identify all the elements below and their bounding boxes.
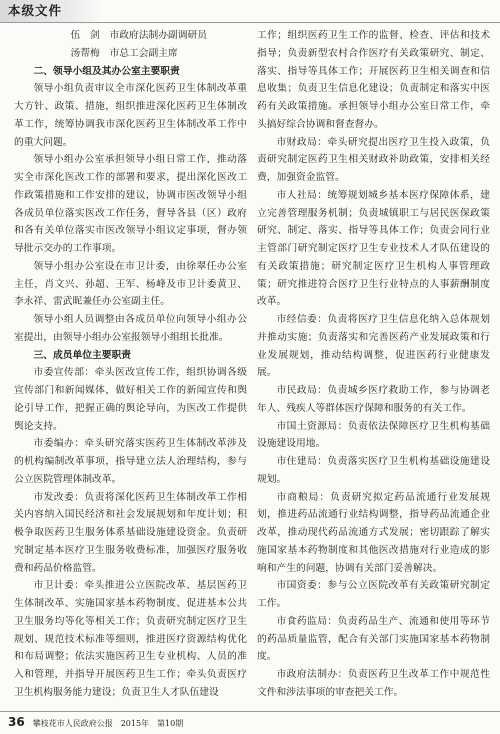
- right-column: [257, 27, 490, 702]
- body-paragraph: 市卫计委：牵头推进公立医院改革、基层医药卫生体制改革、实施国家基本药物制度、促进基本公共卫生服务均等化等相关工作；负责研究制定医疗卫生规划、规范技术标准等细则，推进医疗资源结构优化和布局调整；依法实施医药卫生专业机构、人员的准入和管理，并指导开展医药卫生工作；牵头负责医疗卫生机构服务能力建设；负责卫生人才队伍建设: [14, 580, 247, 698]
- body-paragraph: 市人社局：统筹规划城乡基本医疗保障体系，建立完善管理服务机制；负责城镇职工与居民医保政策研究、制定、落实、指导等具体工作；负责会同行业主管部门研究制定医疗卫生专业技术人才队伍建设的有关政策措施；研究制定医疗卫生机构人事管理政策；研究推进符合医疗卫生行业特点的人事薪酬制度改革。: [257, 189, 490, 308]
- body-paragraph: 市财政局：牵头研究提出医疗卫生投入政策，负责研究制定医药卫生相关财政补助政策，安排相关经费，加强资金监管。: [257, 136, 490, 183]
- signature-line: 伍 剑 市政府法制办副调研员: [70, 30, 207, 41]
- body-paragraph: 市经信委：负责将医疗卫生信息化纳入总体规划并推动实施；负责落实和完善医药产业发展政策和行业发展规划，推动结构调整，促进医药行业健康发展。: [257, 314, 490, 379]
- page-number: 36: [8, 715, 25, 729]
- page-footer: [0, 711, 500, 732]
- left-column: [14, 27, 247, 702]
- section-heading: 三、成员单位主要职责: [33, 349, 131, 361]
- body-paragraph: 市食药监局：负责药品生产、流通和使用等环节的药品质量监管，配合有关部门实施国家基本药物制度。: [257, 615, 490, 663]
- body-paragraph: 市委编办：牵头研究落实医药卫生体制改革涉及的机构编制改革事项，指导建立法人治理结构，参与公立医院管理体制改革。: [14, 438, 247, 485]
- body-paragraph: 市委宣传部：牵头医改宣传工作，组织协调各级宣传部门和新闻媒体，做好相关工作的新闻宣传和舆论引导工作，把握正确的舆论导向，为医改工作提供舆论支持。: [14, 367, 247, 432]
- signature-line: 汤帮梅 市总工会副主席: [70, 47, 178, 59]
- section-label: 本级文件: [0, 0, 103, 22]
- body-paragraph: 领导小组办公室设在市卫计委，由徐翠任办公室主任，肖文兴、孙超、王军、杨峰及市卫计委黄卫、李永祥、雷武昵兼任办公室副主任。: [14, 260, 247, 308]
- body-paragraph: 市国土资源局：负责依法保障医疗卫生机构基础设施建设用地。: [257, 420, 490, 450]
- body-paragraph: 市国资委：参与公立医院改革有关政策研究制定工作。: [257, 580, 490, 609]
- continued-paragraph: 工作；组织医药卫生工作的监督、检查、评估和技术指导；负责新型农村合作医疗有关政策研究、制定、落实、指导等具体工作；开展医药卫生相关调查和信息收集；负责卫生信息化建设；负责制定和落实中医药有关政策措施。承担领导小组办公室日常工作，牵头搞好综合协调和督查督办。: [257, 30, 490, 130]
- body-paragraph: 市民政局：负责城乡医疗救助工作，参与协调老年人、残疾人等群体医疗保障和服务的有关工作。: [257, 385, 490, 414]
- page-header: [0, 0, 500, 22]
- section-heading: 二、领导小组及其办公室主要职责: [33, 65, 180, 77]
- header-rule: [0, 22, 500, 23]
- publication-info: 攀枝花市人民政府公报 2015年 第10期: [32, 719, 184, 728]
- body-paragraph: 市商粮局：负责研究拟定药品流通行业发展规划，推进药品流通行业结构调整，指导药品流通企业改革，推动现代药品流通方式发展；密切跟踪了解实施国家基本药物制度和其他医改措施对行业造成的影响和产生的问题，协调有关部门妥善解决。: [257, 491, 490, 574]
- body-paragraph: 领导小组办公室承担领导小组日常工作，推动落实全市深化医改工作的部署和要求，提出深化医改工作政策措施和工作安排的建议，协调市医改领导小组各成员单位落实医改工作任务，督导各县（区）政府和各有关单位落实市医改领导小组议定事项，督办领导批示交办的工作事项。: [14, 154, 247, 254]
- body-paragraph: 市住建局：负责落实医疗卫生机构基础设施建设规划。: [257, 456, 490, 485]
- body-paragraph: 市政府法制办：负责医药卫生改革工作中规范性文件和涉法事项的审查把关工作。: [257, 669, 490, 698]
- body-paragraph: 市发改委：负责将深化医药卫生体制改革工作相关内容纳入国民经济和社会发展规划和年度计划；积极争取医药卫生服务体系基础设施建设资金。负责研究制定基本医疗卫生服务收费标准，加强医疗服务收费和药品价格监管。: [14, 491, 247, 574]
- body-paragraph: 领导小组负责审议全市深化医药卫生体制改革重大方针、政策、措施，组织推进深化医药卫生体制改革工作，统筹协调我市深化医药卫生体制改革工作中的重大问题。: [14, 83, 247, 148]
- body-paragraph: 领导小组人员调整由各成员单位向领导小组办公室提出，由领导小组办公室报领导小组组长批准。: [14, 314, 247, 343]
